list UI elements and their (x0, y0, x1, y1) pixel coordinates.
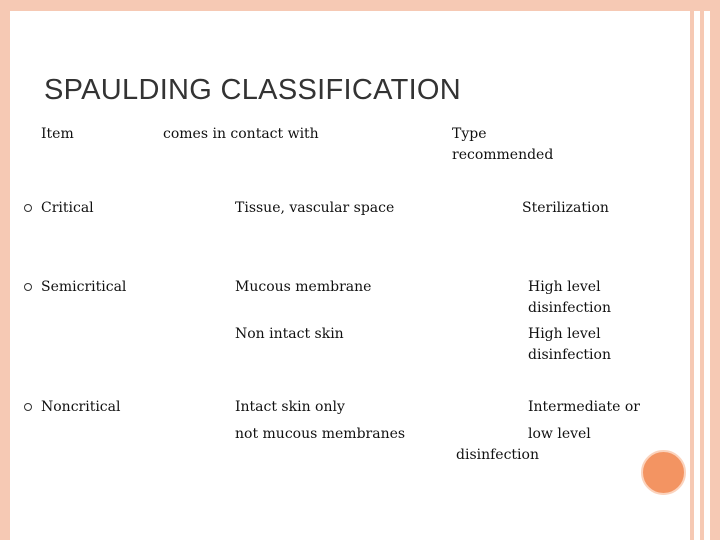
row-type-line1: High level (528, 326, 601, 342)
row-type: Sterilization (522, 200, 609, 216)
row-item-noncritical: Noncritical (41, 399, 121, 415)
right-stripe (690, 0, 694, 540)
row-item-critical: Critical (41, 200, 94, 216)
right-stripe (700, 0, 704, 540)
row-item-semicritical: Semicritical (41, 279, 127, 295)
top-border (0, 0, 720, 11)
row-type-line1: low level (528, 426, 591, 442)
header-contact: comes in contact with (163, 126, 319, 142)
row-type-line2: disinfection (456, 447, 539, 463)
row-contact: not mucous membranes (235, 426, 406, 442)
row-type-line1: High level (528, 279, 601, 295)
row-contact: Intact skin only (235, 399, 345, 415)
decorative-circle (641, 450, 686, 495)
row-type: Intermediate or (528, 399, 640, 415)
header-type-line1: Type (452, 126, 487, 142)
bullet-icon (24, 403, 32, 411)
row-type-line2: disinfection (528, 347, 611, 363)
slide-title: SPAULDING CLASSIFICATION (44, 74, 462, 106)
row-contact: Mucous membrane (235, 279, 372, 295)
row-contact: Non intact skin (235, 326, 344, 342)
header-type-line2: recommended (452, 147, 554, 163)
left-border (0, 0, 10, 540)
header-item: Item (41, 126, 74, 142)
bullet-icon (24, 283, 32, 291)
right-stripe (710, 0, 720, 540)
row-contact: Tissue, vascular space (235, 200, 395, 216)
row-type-line2: disinfection (528, 300, 611, 316)
bullet-icon (24, 204, 32, 212)
